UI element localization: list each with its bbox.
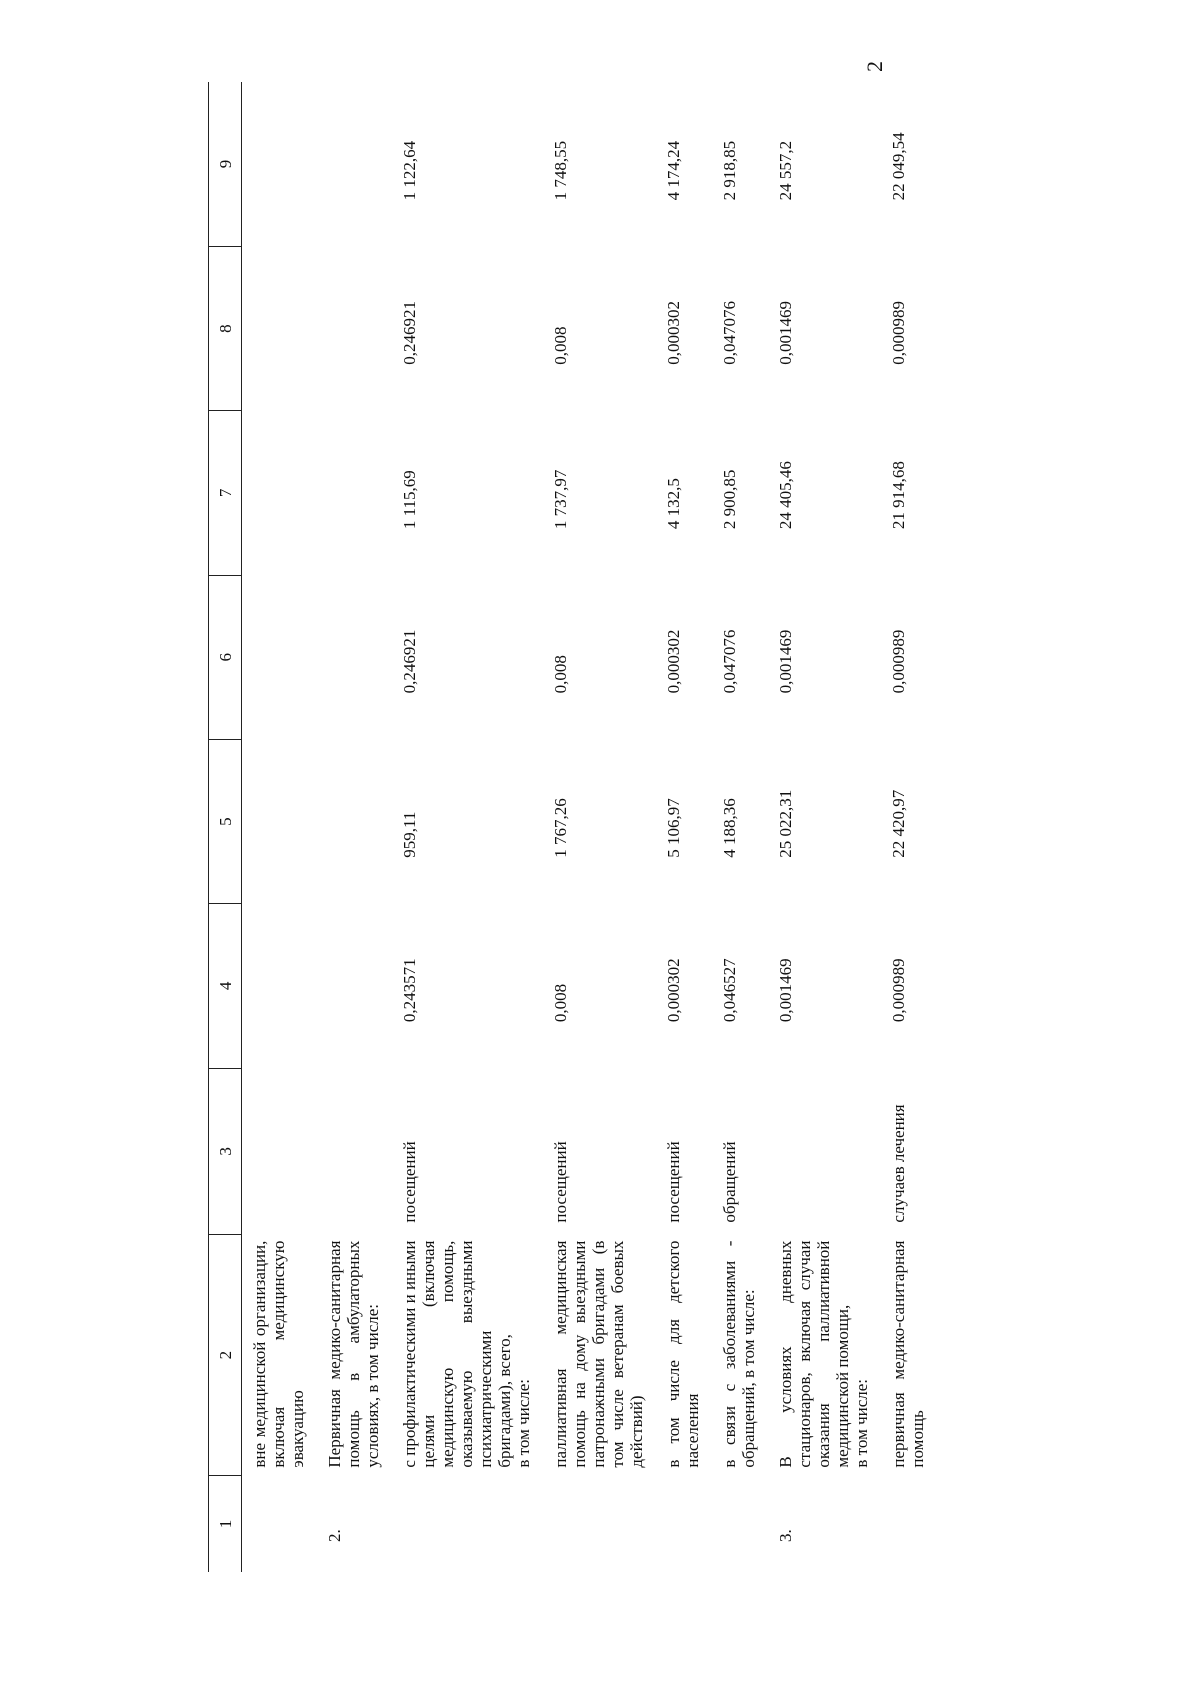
cell-col-5 [242,739,318,903]
row-description-main: с профилактическими и иными целями (включая медицинскую помощь, оказываемую выездными психиатрическими бригадами), всего, [400,1240,514,1468]
row-number: 3. [776,1529,795,1542]
cell-col-6: 0,008 [551,655,570,694]
tariff-table [208,82,937,1572]
cell-col-7: 1 737,97 [551,469,570,530]
cell-col-6: 0,047076 [720,629,739,694]
row-number [656,1476,712,1572]
table-row [543,82,656,1572]
row-description [768,1235,881,1476]
cell-col-9: 24 557,2 [776,140,795,201]
cell-col-7: 24 405,46 [776,461,795,530]
cell-col-8: 0,001469 [776,301,795,365]
cell-col-7 [242,411,318,575]
row-description: в том числе для детского населения [664,1240,702,1468]
page-number: 2 [862,61,887,72]
cell-col-9: 4 174,24 [664,140,683,201]
header-col-9: 9 [209,82,242,246]
cell-col-5: 25 022,31 [776,789,795,858]
row-number [392,1476,543,1572]
cell-col-4 [242,904,318,1068]
cell-col-7 [317,411,392,575]
cell-col-8: 0,000989 [889,301,908,365]
rotated-table-sheet [208,82,1008,1572]
header-col-2: 2 [209,1235,242,1476]
cell-col-8: 0,246921 [400,301,419,365]
cell-col-5: 5 106,97 [664,798,683,858]
cell-col-6: 0,000989 [889,629,908,694]
row-number: 2. [325,1529,344,1542]
cell-col-7: 21 914,68 [889,461,908,530]
row-unit: посещений [664,1141,683,1223]
cell-col-4: 0,243571 [400,958,419,1023]
cell-col-6: 0,000302 [664,629,683,694]
header-col-6: 6 [209,575,242,739]
cell-col-5: 959,11 [400,811,419,858]
cell-col-7: 1 115,69 [400,470,419,530]
row-number [712,1476,768,1572]
cell-col-8 [317,246,392,410]
cell-col-6 [317,575,392,739]
row-description: вне медицинской организации, включая медицинскую эвакуацию [250,1240,307,1468]
table-row [656,82,712,1572]
cell-col-7: 4 132,5 [664,478,683,530]
row-unit: посещений [551,1141,570,1223]
row-number [881,1476,937,1572]
cell-col-8: 0,000302 [664,301,683,365]
row-unit [768,1068,881,1235]
row-unit [317,1068,392,1235]
cell-col-6: 0,246921 [400,629,419,694]
row-description: в связи с заболеваниями - обращений, в том числе: [720,1240,758,1468]
row-description: паллиативная медицинская помощь на дому выездными патронажными бригадами (в том числе ветеранам боевых действий) [551,1240,646,1468]
header-col-1: 1 [209,1476,242,1572]
table-row [242,82,318,1572]
cell-col-9: 1 122,64 [400,140,419,201]
cell-col-5 [317,739,392,903]
table-row [768,82,881,1572]
cell-col-8: 0,047076 [720,301,739,365]
cell-col-9: 1 748,55 [551,140,570,201]
row-description-sub: в том числе: [514,1378,533,1468]
header-col-4: 4 [209,904,242,1068]
header-row [209,82,242,1572]
cell-col-9: 2 918,85 [720,140,739,201]
row-number [543,1476,656,1572]
cell-col-9: 22 049,54 [889,132,908,201]
cell-col-4 [317,904,392,1068]
table-row [317,82,392,1572]
row-unit [242,1068,318,1235]
row-number [242,1476,318,1572]
row-description: первичная медико-санитарная помощь [889,1240,927,1468]
cell-col-5: 22 420,97 [889,789,908,858]
cell-col-9 [317,82,392,246]
cell-col-4: 0,008 [551,983,570,1023]
cell-col-7: 2 900,85 [720,469,739,530]
header-col-3: 3 [209,1068,242,1235]
cell-col-8 [242,246,318,410]
cell-col-8: 0,008 [551,326,570,365]
cell-col-4: 0,000302 [664,958,683,1023]
table-row [392,82,543,1572]
cell-col-5: 4 188,36 [720,798,739,858]
cell-col-4: 0,000989 [889,958,908,1023]
table-row [881,82,937,1572]
cell-col-6: 0,001469 [776,629,795,694]
row-description [392,1235,543,1476]
header-col-5: 5 [209,739,242,903]
row-unit: случаев лечения [889,1104,908,1223]
header-col-8: 8 [209,246,242,410]
cell-col-9 [242,82,318,246]
row-unit: посещений [400,1141,419,1223]
row-unit: обращений [720,1141,739,1223]
header-col-7: 7 [209,411,242,575]
cell-col-4: 0,001469 [776,958,795,1023]
cell-col-4: 0,046527 [720,958,739,1023]
row-description-main: В условиях дневных стационаров, включая случаи оказания паллиативной медицинской помощи, [776,1240,852,1468]
table-row [712,82,768,1572]
cell-col-5: 1 767,26 [551,798,570,858]
row-description-sub: в том числе: [852,1378,871,1468]
row-description: Первичная медико-санитарная помощь в амбулаторных условиях, в том числе: [325,1240,382,1468]
cell-col-6 [242,575,318,739]
